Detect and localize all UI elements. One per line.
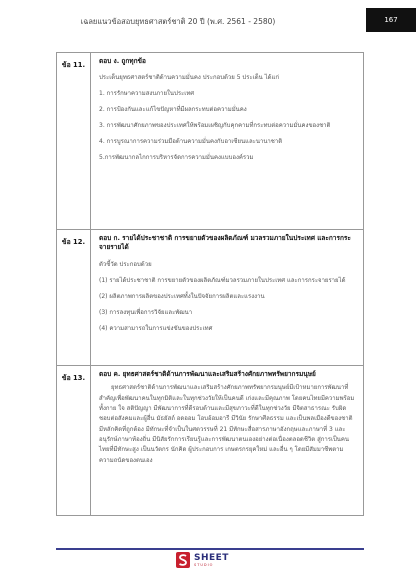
list-item: 2. การป้องกันและแก้ไขปัญหาที่มีผลกระทบต่อความมั่นคง	[99, 106, 247, 114]
question-number: ข้อ 12.	[57, 230, 91, 365]
answer-line: ตอบ ก. รายได้ประชาชาติ การขยายตัวของผลิตภัณฑ์ มวลรวมภายในประเทศ และการกระจายรายได้	[99, 234, 351, 252]
logo-mark-icon	[176, 552, 190, 568]
question-row-12	[57, 229, 363, 365]
list-item: 3. การพัฒนาศักยภาพของประเทศให้พร้อมเผชิญกับคุกคามที่กระทบต่อความมั่นคงของชาติ	[99, 122, 331, 130]
logo-subtext: STUDIO	[194, 562, 214, 567]
question-row-13	[57, 365, 363, 515]
question-row-11	[57, 53, 363, 229]
logo-text: SHEET	[194, 552, 229, 563]
list-item: (2) ผลิตภาพการผลิตของประเทศทั้งในปัจจัยการผลิตและแรงงาน	[99, 292, 265, 300]
answer-table	[56, 52, 364, 516]
answer-intro: ประเด็นยุทธศาสตร์ชาติด้านความมั่นคง ประกอบด้วย 5 ประเด็น ได้แก่	[99, 74, 280, 82]
footer-logo	[176, 552, 229, 568]
question-content	[91, 366, 363, 515]
list-item: 5.การพัฒนากลไกการบริหารจัดการความมั่นคงแบบองค์รวม	[99, 154, 254, 162]
answer-line: ตอบ ค. ยุทธศาสตร์ชาติด้านการพัฒนาและเสริมสร้างศักยภาพทรัพยากรมนุษย์	[99, 370, 316, 378]
question-number: ข้อ 13.	[57, 366, 91, 515]
list-item: (3) การลงทุนเพื่อการวิจัยและพัฒนา	[99, 308, 193, 316]
list-item: (4) ความสามารถในการแข่งขันของประเทศ	[99, 324, 213, 332]
question-content	[91, 53, 363, 229]
answer-line: ตอบ ง. ถูกทุกข้อ	[99, 57, 146, 65]
list-item: (1) รายได้ประชาชาติ การขยายตัวของผลิตภัณฑ์มวลรวมภายในประเทศ และการกระจายรายได้	[99, 276, 346, 284]
answer-intro: ตัวชี้วัด ประกอบด้วย	[99, 260, 152, 268]
list-item: 4. การบูรณาการความร่วมมือด้านความมั่นคงกับอาเซียนและนานาชาติ	[99, 138, 283, 146]
answer-paragraph: ยุทธศาสตร์ชาติด้านการพัฒนาและเสริมสร้างศักยภาพทรัพยากรมนุษย์มีเป้าหมายการพัฒนาที่สำคัญเพื่อพัฒนาคนในทุกมิติและในทุกช่วงวัยให้เป็นคนดี เก่งและมีคุณภาพ โดยคนไทยมีความพร้อมทั้งกาย ใจ สติปัญญา มีพัฒนาการที่ดีรอบด้านและมีสุขภาวะที่ดีในทุกช่วงวัย มีจิตสาธารณะ รับผิดชอบต่อสังคมและผู้อื่น มัธยัสถ์ อดออม โอบอ้อมอารี มีวินัย รักษาศีลธรรม และเป็นพลเมืองดีของชาติ มีหลักคิดที่ถูกต้อง มีทักษะที่จำเป็นในศตวรรษที่ 21 มีทักษะสื่อสารภาษาอังกฤษและภาษาที่ 3 และอนุรักษ์ภาษาท้องถิ่น มีนิสัยรักการเรียนรู้และการพัฒนาตนเองอย่างต่อเนื่องตลอดชีวิต สู่การเป็นคนไทยที่มีทักษะสูง เป็นนวัตกร นักคิด ผู้ประกอบการ เกษตรกรยุคใหม่ และอื่น ๆ โดยมีสัมมาชีพตามความถนัดของตนเอง	[99, 384, 355, 464]
footer-divider	[56, 548, 364, 550]
page-number-tab: 167	[366, 8, 416, 32]
list-item: 1. การรักษาความสงบภายในประเทศ	[99, 90, 195, 98]
page-header-title: เฉลยแนวข้อสอบยุทธศาสตร์ชาติ 20 ปี (พ.ศ. 2561 - 2580)	[80, 17, 276, 26]
question-content	[91, 230, 363, 365]
question-number: ข้อ 11.	[57, 53, 91, 229]
